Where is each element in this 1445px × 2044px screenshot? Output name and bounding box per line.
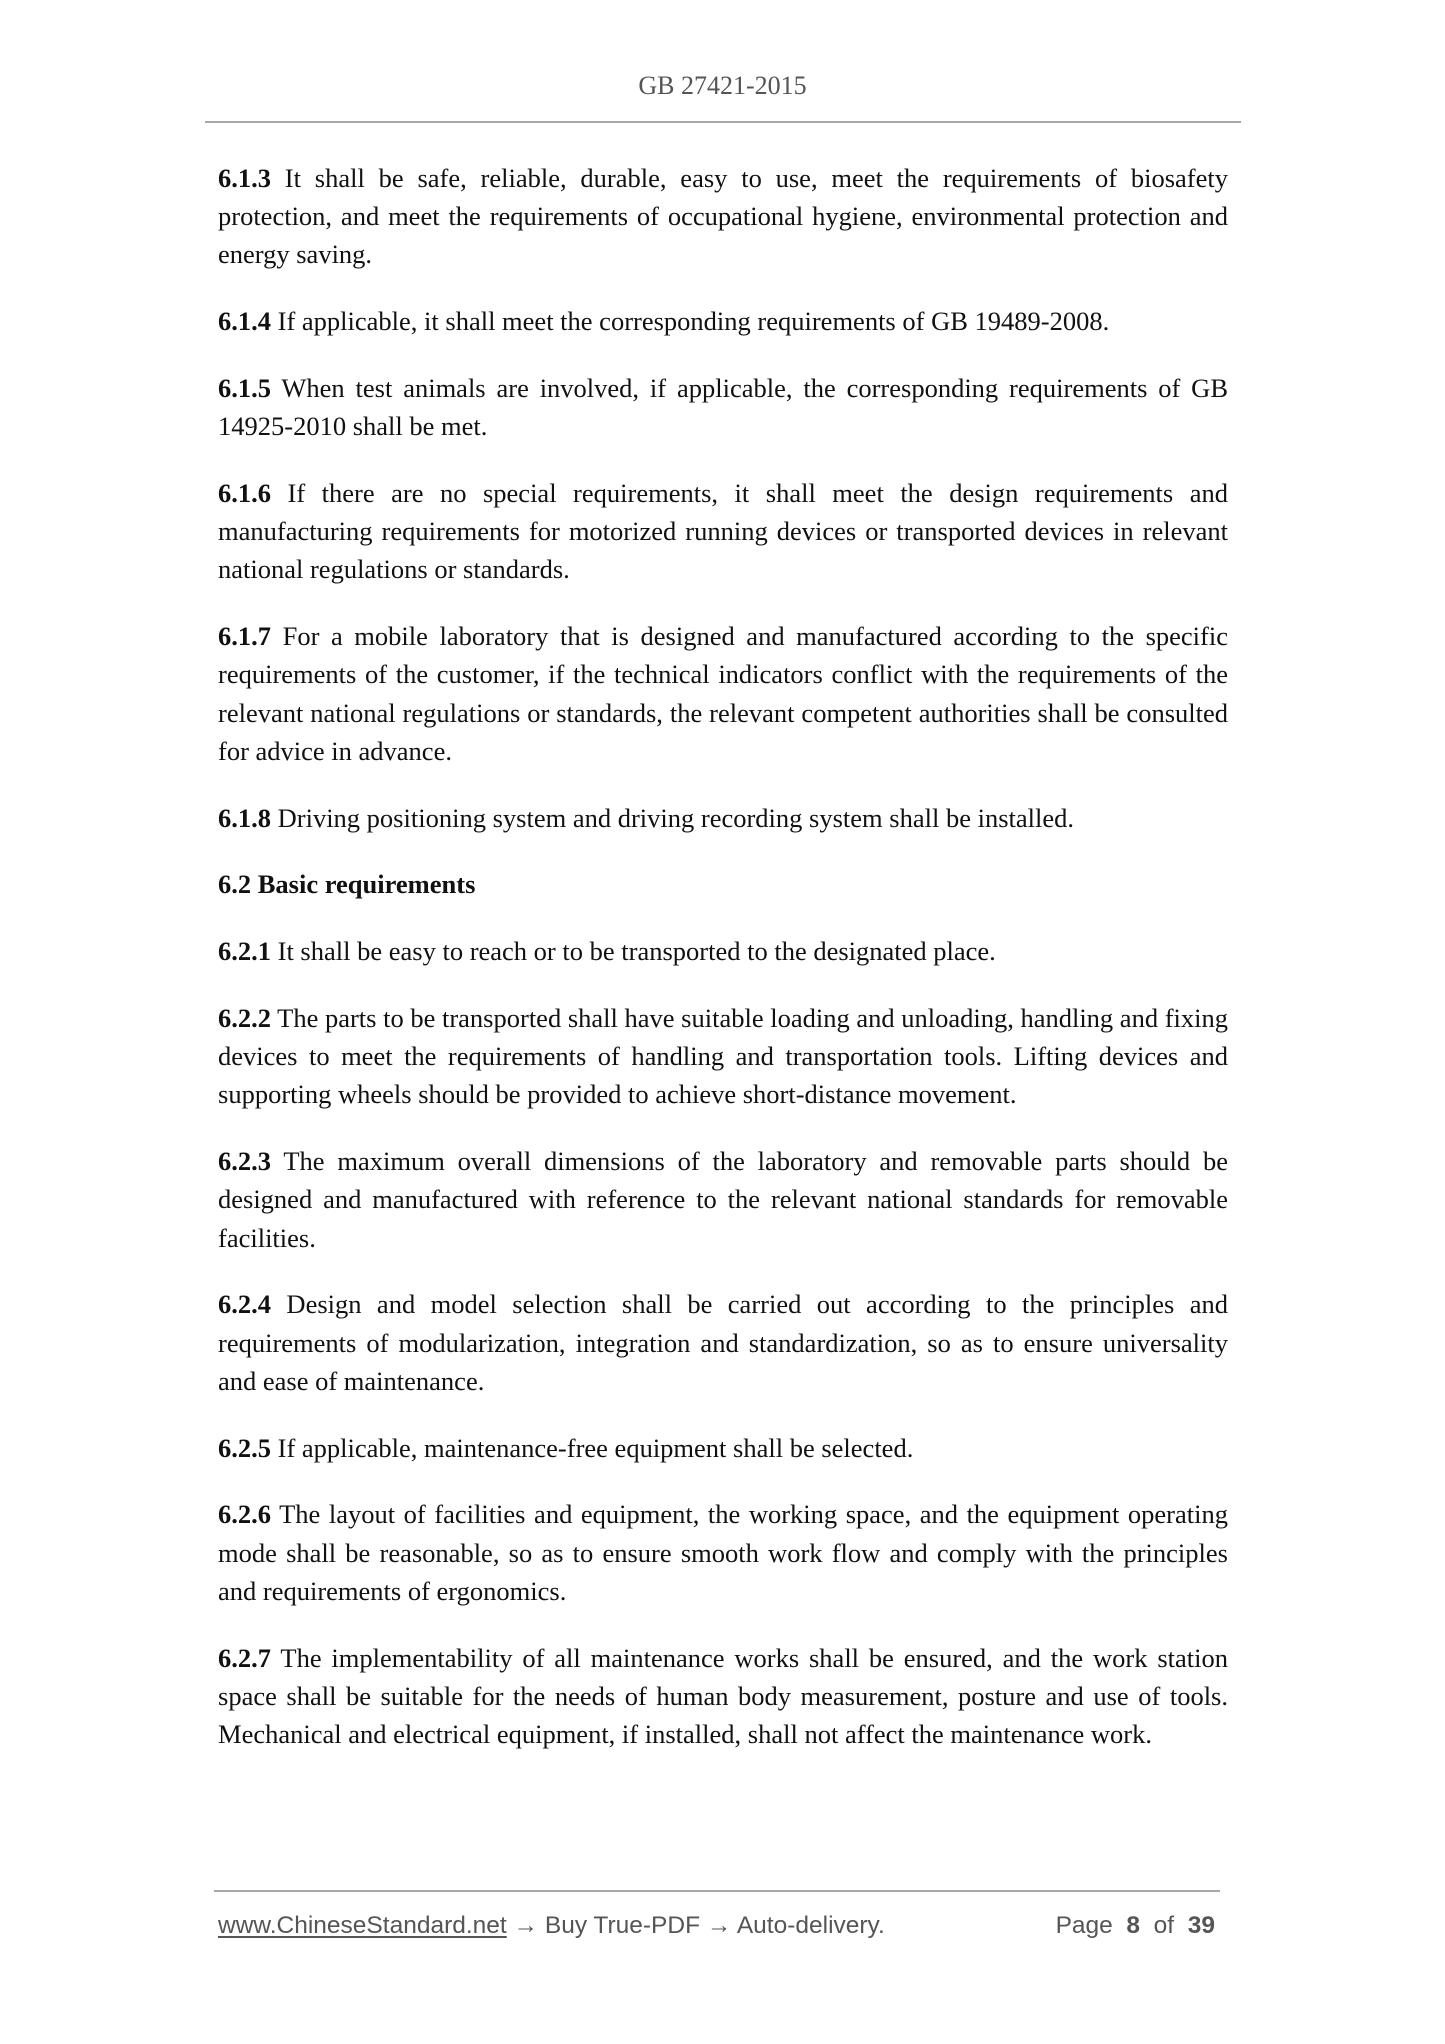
clause-6-2-4 [218,1285,1228,1400]
clause-number: 6.2.6 [218,1499,271,1530]
clause-6-1-8 [218,799,1228,837]
clause-number: 6.1.5 [218,373,271,403]
clause-number: 6.2.3 [218,1146,271,1177]
website-link[interactable]: www.ChineseStandard.net [218,1912,507,1939]
clause-number: 6.1.7 [218,621,271,652]
clause-text: If there are no special requirements, it shall meet the design requirements and manufacturing requirements for motorized running devices or transported devices in relevant national regulations or standards. [218,478,1228,585]
document-body [218,159,1228,1782]
section-heading: 6.2 Basic requirements [218,869,476,900]
page-footer [218,1909,1218,1943]
clause-number: 6.1.3 [218,163,271,193]
clause-6-2-1 [218,932,1228,970]
page-current: 8 [1126,1912,1141,1939]
clause-text: The implementability of all maintenance works shall be ensured, and the work station space shall be suitable for the needs of human body measurement, posture and use of tools. Mechanical and electrical equipment, if installed, shall not affect the maintenance work. [218,1642,1228,1750]
footer-divider [214,1890,1220,1892]
clause-number: 6.2.5 [218,1432,271,1463]
clause-6-1-3 [218,159,1228,274]
clause-text: It shall be safe, reliable, durable, easy to use, meet the requirements of biosafety protection, and meet the requirements of occupational hygiene, environmental protection and energy saving. [218,163,1228,270]
clause-text: The maximum overall dimensions of the laboratory and removable parts should be designed and manufactured with reference to the relevant national standards for removable facilities. [218,1146,1228,1253]
page-total: 39 [1187,1912,1215,1939]
clause-text: Design and model selection shall be carried out according to the principles and requirements of modularization, integration and standardization, so as to ensure universality and ease of maintenance. [218,1289,1228,1396]
clause-number: 6.1.6 [218,478,271,508]
clause-number: 6.2.2 [218,1003,271,1033]
clause-text: It shall be easy to reach or to be transported to the designated place. [271,936,996,967]
clause-number: 6.2.7 [218,1642,271,1673]
clause-text: If applicable, it shall meet the corresponding requirements of GB 19489-2008. [271,306,1110,337]
clause-text: The parts to be transported shall have suitable loading and unloading, handling and fixing devices to meet the requirements of handling and transportation tools. Lifting devices and supporting wheels should be provided to achieve short-distance movement. [218,1003,1228,1110]
document-header-title: GB 27421-2015 [638,71,807,100]
clause-text: When test animals are involved, if applicable, the corresponding requirements of GB 14925-2010 shall be met. [218,373,1228,442]
footer-promo-text: → Buy True-PDF → Auto-delivery. [506,1912,885,1939]
clause-text: The layout of facilities and equipment, the working space, and the equipment operating mode shall be reasonable, so as to ensure smooth work flow and comply with the principles and requirements of ergonomics. [218,1499,1228,1606]
clause-6-2-6 [218,1495,1228,1610]
footer-promo [218,1909,885,1943]
page-of: of [1153,1912,1175,1939]
clause-6-1-6 [218,474,1228,589]
clause-text: If applicable, maintenance-free equipment shall be selected. [271,1432,914,1463]
clause-text: For a mobile laboratory that is designed and manufactured according to the specific requirements of the customer, if the technical indicators conflict with the requirements of the relevant national regulations or standards, the relevant competent authorities shall be consulted for advice in advance. [218,621,1228,766]
clause-number: 6.2.1 [218,936,271,967]
clause-6-2-3 [218,1142,1228,1257]
clause-text: Driving positioning system and driving recording system shall be installed. [271,802,1074,833]
page-label: Page [1055,1912,1113,1939]
page-indicator [1056,1909,1215,1943]
clause-6-2-5 [218,1429,1228,1467]
clause-number: 6.1.4 [218,306,271,337]
clause-6-1-7 [218,617,1228,770]
clause-number: 6.1.8 [218,802,271,833]
header-divider [205,121,1241,123]
clause-6-1-4 [218,302,1228,340]
clause-6-2-7 [218,1639,1228,1754]
clause-number: 6.2.4 [218,1289,271,1320]
clause-6-2-2 [218,999,1228,1114]
clause-6-1-5 [218,369,1228,445]
